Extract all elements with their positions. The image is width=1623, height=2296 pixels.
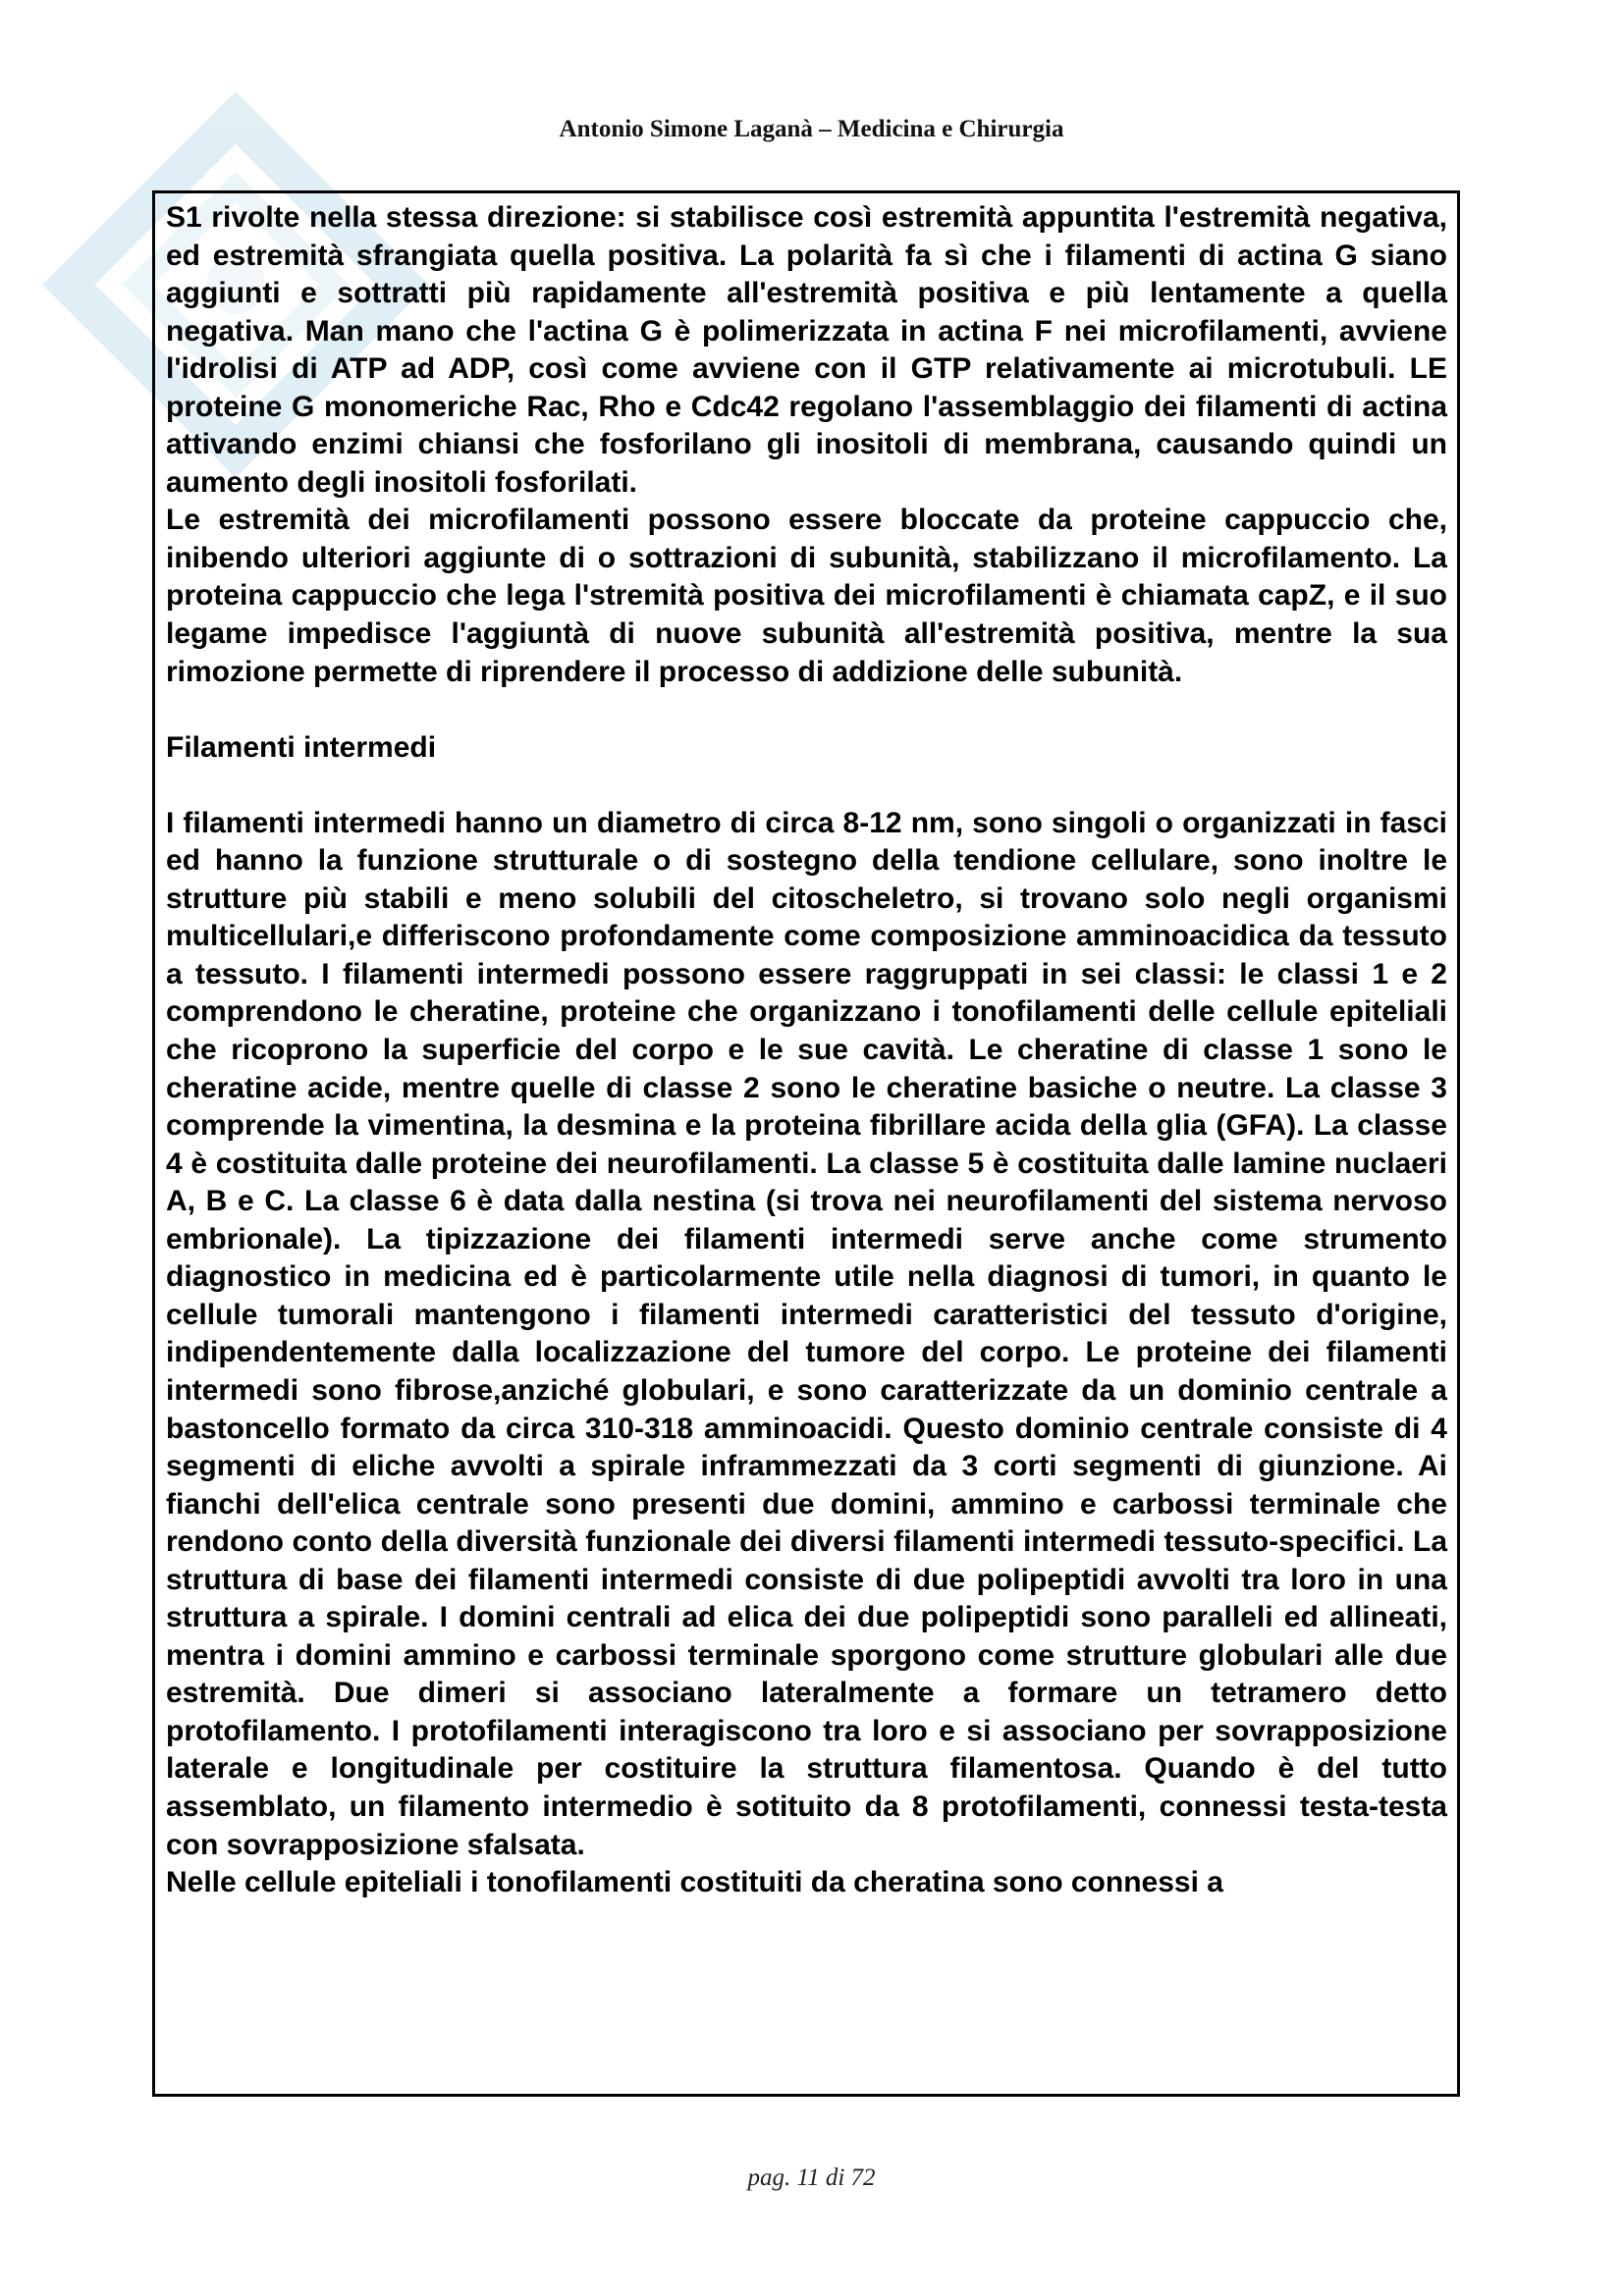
page-number: pag. 11 di 72 (747, 2164, 876, 2191)
paragraph-capping-proteins: Le estremità dei microfilamenti possono essere bloccate da proteine cappuccio che, inibendo ulteriori aggiunte di o sottrazioni di subunità, stabilizzano il microfilamento. La proteina cappuccio che lega l'stremità positiva dei microfilamenti è chiamata capZ, e il suo legame impedisce l'aggiuntà di nuove subunità all'estremità positiva, mentre la sua rimozione permette di riprendere il processo di addizione delle subunità. (166, 504, 1447, 688)
section-heading: Filamenti intermedi (166, 730, 437, 764)
paragraph-actin-polarity: S1 rivolte nella stessa direzione: si stabilisce così estremità appuntita l'estremità negativa, ed estremità sfrangiata quella positiva. La polarità fa sì che i filamenti di actina G siano aggiunti e sottratti più rapidamente all'estremità positiva e più lentamente a quella negativa. Man mano che l'actina G è polimerizzata in actina F nei microfilamenti, avviene l'idrolisi di ATP ad ADP, così come avviene con il GTP relativamente ai microtubuli. LE proteine G monomeriche Rac, Rho e Cdc42 regolano l'assemblaggio dei filamenti di actina attivando enzimi chiansi che fosforilano gli inositoli di membrana, causando quindi un aumento degli inositoli fosforilati. (166, 201, 1447, 499)
page-header-title: Antonio Simone Laganà – Medicina e Chirurgia (559, 116, 1064, 142)
blank-line (166, 767, 1447, 805)
paragraph-intermediate-filaments: I filamenti intermedi hanno un diametro di circa 8-12 nm, sono singoli o organizzati in fasci ed hanno la funzione strutturale o di sostegno della tendione cellulare, sono inoltre le strutture più stabili e meno solubili del citoscheletro, si trovano solo negli organismi multicellulari,e differiscono profondamente come composizione amminoacidica da tessuto a tessuto. I filamenti intermedi possono essere raggruppati in sei classi: le classi 1 e 2 comprendono le cheratine, proteine che organizzano i tonofilamenti delle cellule epiteliali che ricoprono la superficie del corpo e le sue cavità. Le cheratine di classe 1 sono le cheratine acide, mentre quelle di classe 2 sono le cheratine basiche o neutre. La classe 3 comprende la vimentina, la desmina e la proteina fibrillare acida della glia (GFA). La classe 4 è costituita dalle proteine dei neurofilamenti. La classe 5 è costituita dalle lamine nuclaeri A, B e C. La classe 6 è data dalla nestina (si trova nei neurofilamenti del sistema nervoso embrionale). La tipizzazione dei filamenti intermedi serve anche come strumento diagnostico in medicina ed è particolarmente utile nella diagnosi di tumori, in quanto le cellule tumorali mantengono i filamenti intermedi caratteristici del tessuto d'origine, indipendentemente dalla localizzazione del tumore del corpo. Le proteine dei filamenti intermedi sono fibrose,anziché globulari, e sono caratterizzate da un dominio centrale a bastoncello formato da circa 310-318 amminoacidi. Questo dominio centrale consiste di 4 segmenti di eliche avvolti a spirale inframmezzati da 3 corti segmenti di giunzione. Ai fianchi dell'elica centrale sono presenti due domini, ammino e carbossi terminale che rendono conto della diversità funzionale dei diversi filamenti intermedi tessuto-specifici. La struttura di base dei filamenti intermedi consiste di due polipeptidi avvolti tra loro in una struttura a spirale. I domini centrali ad elica dei due polipeptidi sono paralleli ed allineati, mentra i domini ammino e carbossi terminale sporgono come strutture globulari alle due estremità. Due dimeri si associano lateralmente a formare un tetramero detto protofilamento. I protofilamenti interagiscono tra loro e si associano per sovrapposizione laterale e longitudinale per costituire la struttura filamentosa. Quando è del tutto assemblato, un filamento intermedio è sotituito da 8 protofilamenti, connessi testa-testa con sovrapposizione sfalsata. (166, 806, 1447, 1861)
paragraph-epithelial-cells: Nelle cellule epiteliali i tonofilamenti costituiti da cheratina sono connessi a (166, 1866, 1223, 1899)
text-frame (152, 190, 1460, 2097)
blank-line (166, 691, 1447, 729)
